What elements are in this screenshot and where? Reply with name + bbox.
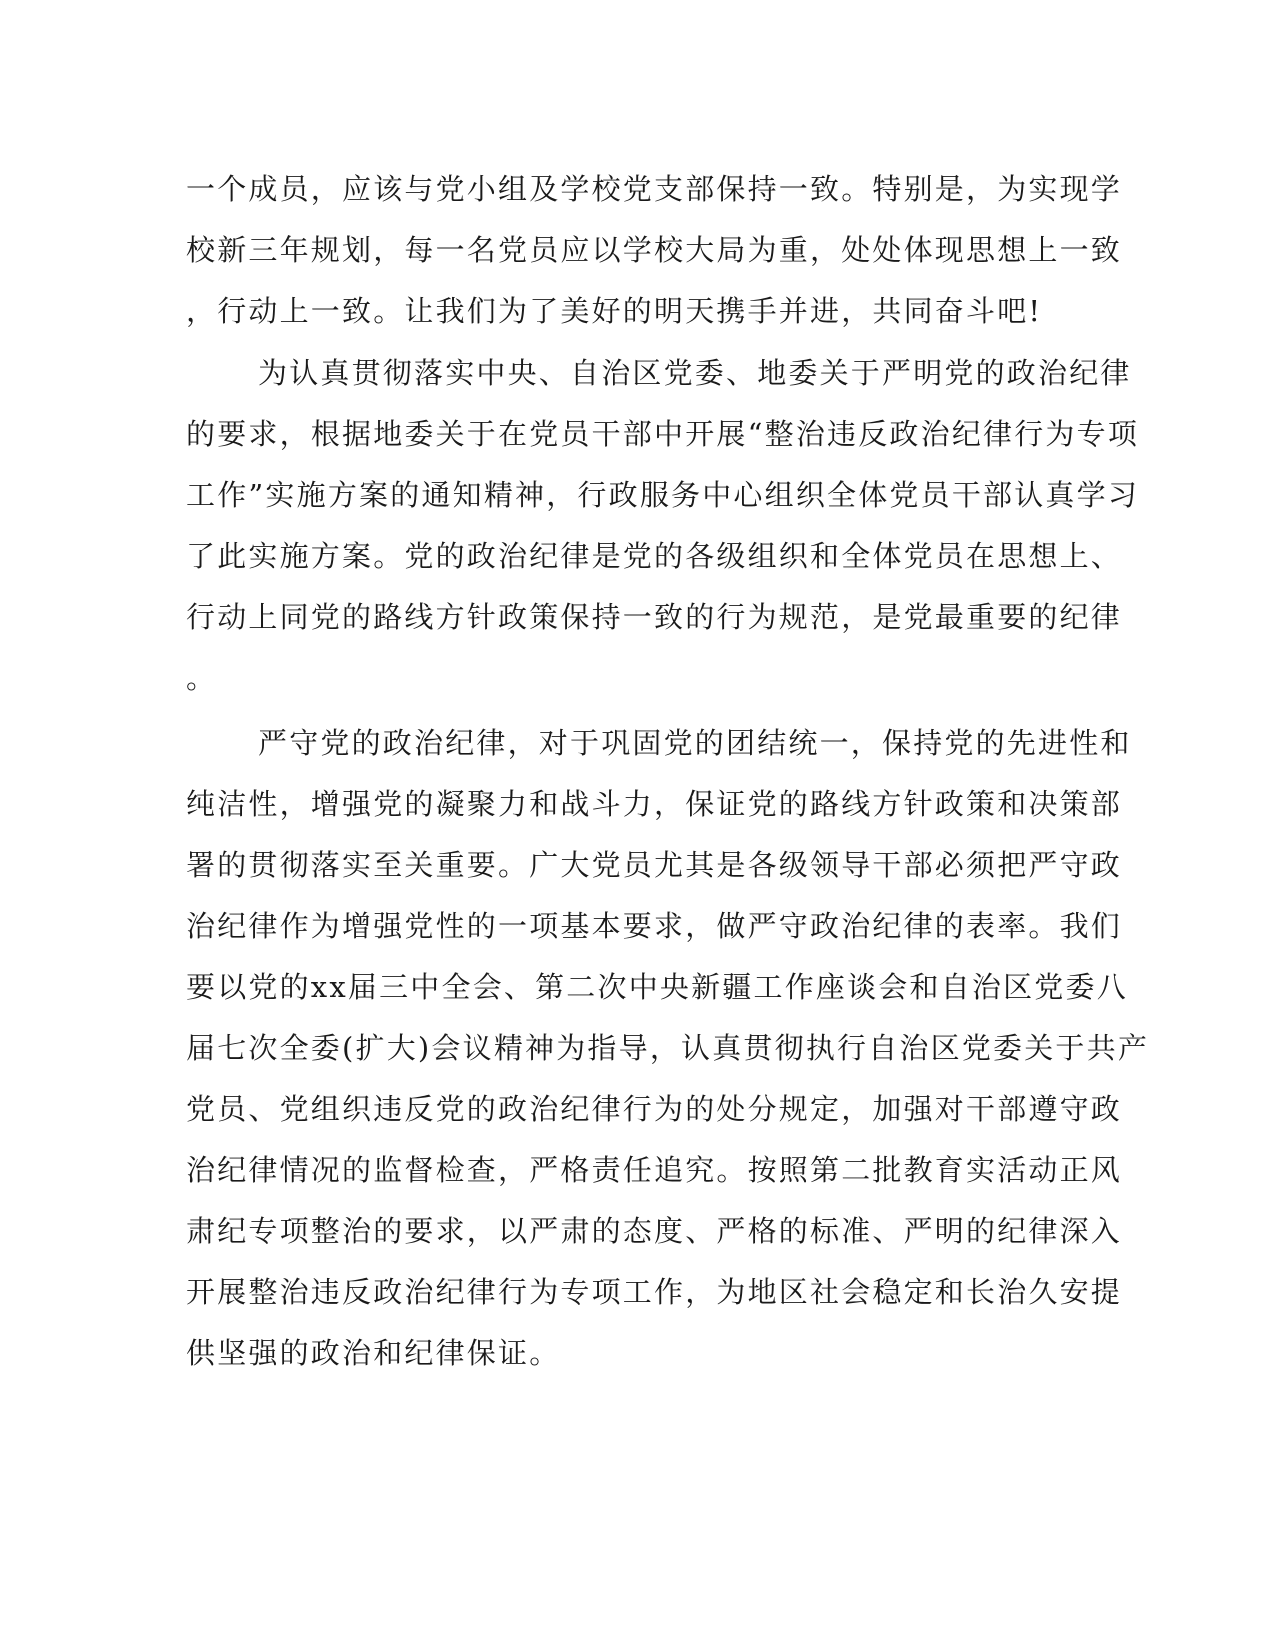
paragraph-continuation [186,159,1123,342]
text-line: 治纪律作为增强党性的一项基本要求，做严守政治纪律的表率。我们 [186,909,1123,943]
text-line: 校新三年规划，每一名党员应以学校大局为重，处处体现思想上一致 [186,233,1123,267]
text-line: 供坚强的政治和纪律保证。 [186,1336,561,1370]
text-line: 肃纪专项整治的要求，以严肃的态度、严格的标准、严明的纪律深入 [186,1214,1123,1248]
text-line: 纯洁性，增强党的凝聚力和战斗力，保证党的路线方针政策和决策部 [186,787,1123,821]
text-line: 的要求，根据地委关于在党员干部中开展“整治违反政治纪律行为专项 [186,417,1140,451]
text-line: 工作”实施方案的通知精神，行政服务中心组织全体党员干部认真学习 [186,478,1140,512]
text-line: 署的贯彻落实至关重要。广大党员尤其是各级领导干部必须把严守政 [186,848,1123,882]
text-line: 治纪律情况的监督检查，严格责任追究。按照第二批教育实活动正风 [186,1153,1123,1187]
text-line: 行动上同党的路线方针政策保持一致的行为规范，是党最重要的纪律 [186,600,1123,634]
text-line: 了此实施方案。党的政治纪律是党的各级组织和全体党员在思想上、 [186,539,1123,573]
text-line: 为认真贯彻落实中央、自治区党委、地委关于严明党的政治纪律 [258,356,1132,390]
paragraph-strict-discipline [186,713,1150,1384]
text-line: ，行动上一致。让我们为了美好的明天携手并进，共同奋斗吧! [186,294,1043,328]
text-line: 一个成员，应该与党小组及学校党支部保持一致。特别是，为实现学 [186,172,1123,206]
text-line: 。 [186,661,218,695]
text-line: 严守党的政治纪律，对于巩固党的团结统一，保持党的先进性和 [258,726,1132,760]
text-line: 要以党的xx届三中全会、第二次中央新疆工作座谈会和自治区党委八 [186,970,1128,1004]
text-line: 党员、党组织违反党的政治纪律行为的处分规定，加强对干部遵守政 [186,1092,1123,1126]
paragraph-political-discipline-study [186,343,1140,709]
text-line: 开展整治违反政治纪律行为专项工作，为地区社会稳定和长治久安提 [186,1275,1123,1309]
text-line: 届七次全委(扩大)会议精神为指导，认真贯彻执行自治区党委关于共产 [186,1031,1150,1065]
